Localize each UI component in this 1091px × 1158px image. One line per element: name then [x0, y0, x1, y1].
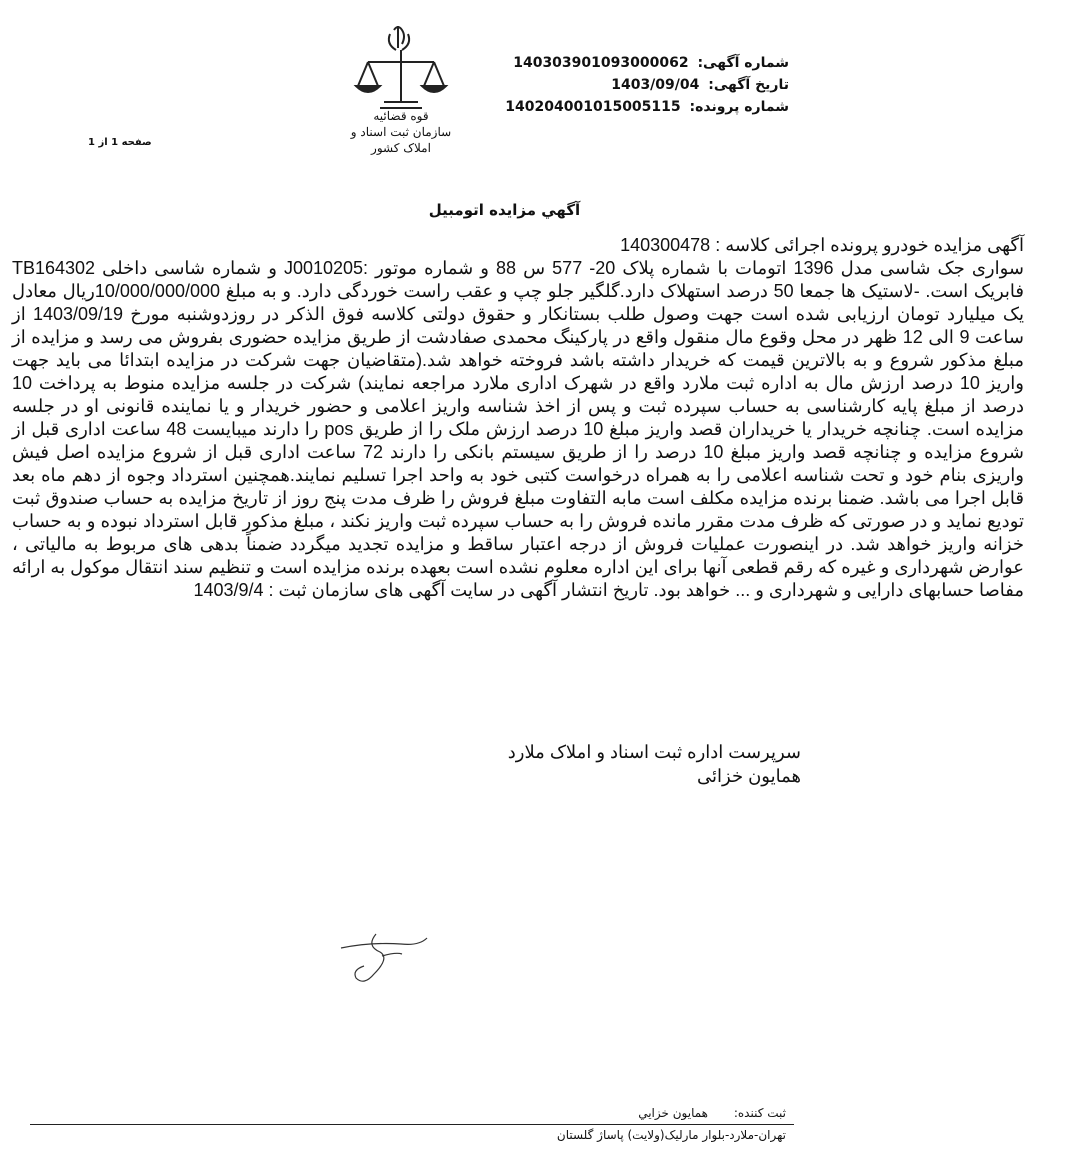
ad-number-value: 14030390109300006‎2 — [513, 55, 689, 71]
registrar-line — [638, 1106, 786, 1120]
signatory-position: سرپرست اداره ثبت اسناد و املاک ملارد — [507, 742, 801, 762]
notice-body — [12, 234, 1024, 602]
document-title-text: آگهي مزايده اتومبيل — [428, 201, 581, 219]
ad-date-row — [505, 74, 789, 96]
ad-date-value: 1403/09/04 — [611, 77, 700, 93]
page-indicator: صفحه 1 از 1 — [88, 137, 152, 148]
ad-number-label: شماره آگهی: — [697, 55, 789, 71]
org-line-2: سازمان ثبت اسناد و املاک کشور — [350, 125, 452, 155]
footer-divider — [30, 1124, 794, 1125]
registrar-name: همايون خزايي — [638, 1106, 709, 1120]
notice-case-line: آگهی مزایده خودرو پرونده اجرائی کلاسه : 140300478 — [620, 235, 1024, 255]
case-number-label: شماره پرونده: — [689, 99, 789, 115]
office-address: تهران-ملارد-بلوار مارلیک(ولایت) پاساژ گلستان — [556, 1128, 786, 1142]
ad-date-label: تاریخ آگهی: — [708, 77, 789, 93]
case-number-row — [505, 96, 789, 118]
org-line-1: قوه قضائیه — [373, 109, 429, 123]
ad-meta — [505, 52, 789, 118]
signatory-block — [508, 740, 801, 788]
notice-paragraph: سواری جک شاسی مدل 1396 اتومات با شماره پلاک 20- 577 س 88 و شماره موتور :J0010205 و شماره شاسی داخلی TB164302 فابریک است. -لاستیک ها جمعا 50 درصد استهلاک دارد.گلگیر جلو چپ و عقب راست خوردگی دارد. و به مبلغ 10/000/000/000ریال معادل یک میلیارد تومان ارزیابی شده است جهت وصول طلب بستانکار و حقوق دولتی کلاسه فوق الذکر در روزدوشنبه مورخ 1403/09/19 از ساعت 9 الی 12 ظهر در محل وقوع مال منقول واقع در پارکینگ محمدی صفادشت از طریق مزایده حضوری بفروش می رسد و مزایده از مبلغ مذکور شروع و به بالاترین قیمت که خریدار داشته باشد فروخته خواهد شد.(متقاضیان جهت شرکت در مزایده ابتدائا می باید جهت واریز 10 درصد ارزش مال به اداره ثبت ملارد واقع در شهرک اداری ملارد مراجعه نمایند) شرکت در جلسه مزایده منوط به پرداخت 10 درصد از مبلغ پایه کارشناسی به حساب سپرده ثبت و پس از اخذ شناسه واریز اعلامی و حضور خریدار و یا نماینده قانونی او در جلسه مزایده است. چنانچه خریدار یا خریداران قصد واریز مبلغ 10 درصد ارزش ملک را از طریق pos را دارند میبایست 48 ساعت اداری قبل از شروع مزایده و چنانچه قصد واریز مبلغ 10 درصد را از طریق سیستم بانکی را دارند 72 ساعت اداری قبل از شروع مزایده اصل فیش واریزی بنام خود و تحت شناسه اعلامی را به همراه درخواست کتبی خود به واحد اجرا تسلیم نمایند.همچنین استرداد وجوه از دهم ماه بعد قابل اجرا می باشد. ضمنا برنده مزایده مکلف است مابه التفاوت مبلغ فروش را ظرف مدت پنج روز از تاریخ مزایده به حساب صندوق ثبت تودیع نماید و در صورتی که ظرف مدت مقرر مانده فروش را به حساب سپرده ثبت واریز نکند ، مبلغ مذکور قابل استرداد نبوده و به حساب خزانه واریز خواهد شد. در اینصورت عملیات فروش از درجه اعتبار ساقط و مزایده تجدید میگردد ضمناً بدهی های مربوط به مالیاتی ، عوارض شهرداری و غیره که رقم قطعی آنها برای این اداره معلوم نشده است بعهده برنده مزایده است و تنظیم سند انتقال موکول به ارائه مفاصا حسابهای دارایی و شهرداری و ... خواهد بود. تاریخ انتشار آگهی در سایت آگهی های سازمان ثبت : 1403/9/4 — [12, 258, 1025, 600]
case-number-value: 140204001015005115 — [505, 99, 681, 115]
document-title — [0, 201, 1091, 219]
registrar-label: ثبت کننده: — [733, 1106, 786, 1120]
handwritten-signature — [336, 920, 436, 1000]
ad-number-row — [505, 52, 789, 74]
organization-name — [348, 108, 454, 156]
signatory-name: همایون خزائی — [697, 766, 801, 786]
